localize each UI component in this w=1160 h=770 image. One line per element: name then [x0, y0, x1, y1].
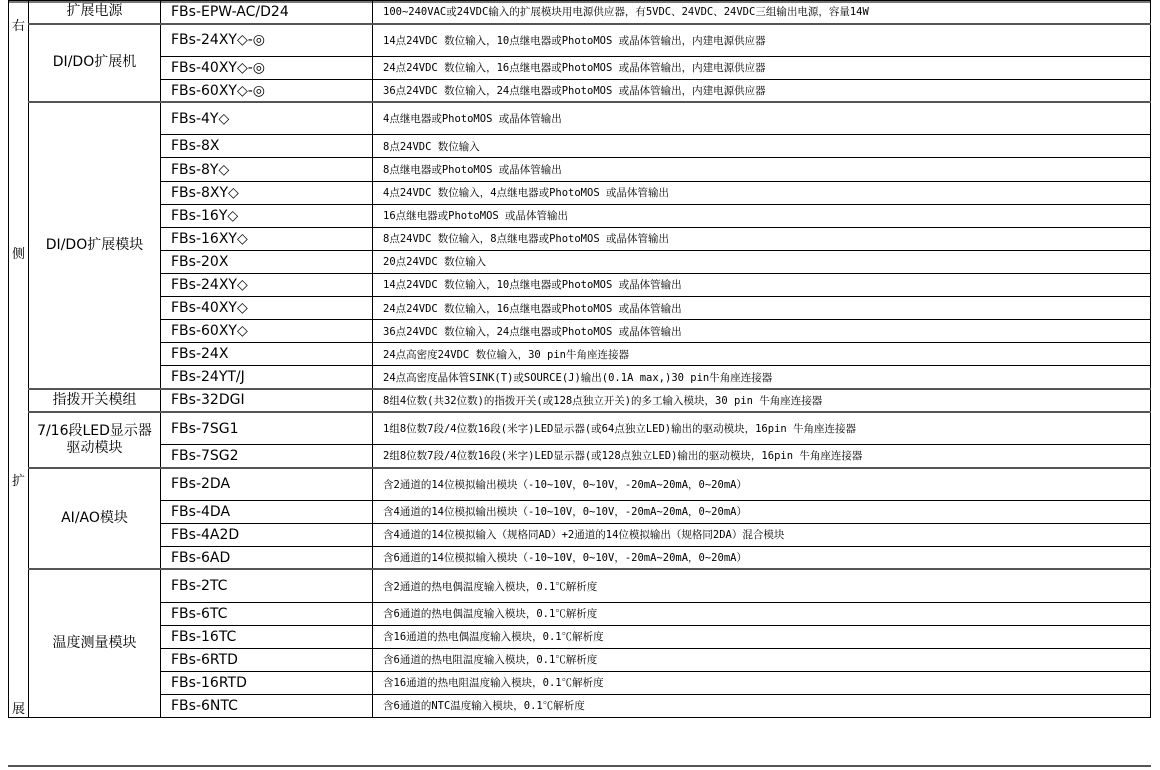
model-cell: FBs-2DA — [161, 468, 373, 501]
category-cell — [29, 24, 161, 103]
description-cell: 4点继电器或PhotoMOS 或晶体管输出 — [373, 102, 1151, 135]
table-row — [9, 523, 1151, 546]
description-cell: 24点24VDC 数位输入，16点继电器或PhotoMOS 或晶体管输出 — [373, 297, 1151, 320]
description-cell: 14点24VDC 数位输入，10点继电器或PhotoMOS 或晶体管输出 — [373, 273, 1151, 296]
description-cell: 含2通道的14位模拟输出模块（-10~10V，0~10V，-20mA~20mA，0~20mA） — [373, 468, 1151, 501]
description-cell: 含16通道的热电偶温度输入模块，0.1℃解析度 — [373, 625, 1151, 648]
model-cell: FBs-40XY◇-◎ — [161, 56, 373, 79]
description-cell: 含4通道的14位模拟输出模块（-10~10V，0~10V，-20mA~20mA，0~20mA） — [373, 500, 1151, 523]
model-cell: FBs-4A2D — [161, 523, 373, 546]
table-row — [9, 204, 1151, 227]
model-cell: FBs-16RTD — [161, 671, 373, 694]
description-cell: 2组8位数7段/4位数16段(米字)LED显示器(或128点独立LED)输出的驱动模块，16pin 牛角座连接器 — [373, 445, 1151, 468]
description-cell: 8点继电器或PhotoMOS 或晶体管输出 — [373, 158, 1151, 181]
table-row — [9, 181, 1151, 204]
description-cell: 含2通道的热电偶温度输入模块，0.1℃解析度 — [373, 569, 1151, 602]
description-cell: 含16通道的热电阻温度输入模块，0.1℃解析度 — [373, 671, 1151, 694]
table-row — [9, 343, 1151, 366]
model-cell: FBs-7SG2 — [161, 445, 373, 468]
model-cell: FBs-16XY◇ — [161, 227, 373, 250]
model-cell: FBs-60XY◇ — [161, 320, 373, 343]
description-cell: 24点高密度晶体管SINK(T)或SOURCE(J)输出(0.1A max,)30 pin牛角座连接器 — [373, 366, 1151, 389]
category-label: 指拨开关模组 — [52, 391, 137, 408]
table-row — [9, 320, 1151, 343]
model-cell: FBs-24YT/J — [161, 366, 373, 389]
table-row — [9, 273, 1151, 296]
model-cell: FBs-4Y◇ — [161, 102, 373, 135]
model-cell: FBs-24XY◇ — [161, 273, 373, 296]
model-cell: FBs-32DGI — [161, 389, 373, 412]
model-cell: FBs-6TC — [161, 602, 373, 625]
table-row — [9, 24, 1151, 57]
table-row — [9, 297, 1151, 320]
description-cell: 14点24VDC 数位输入，10点继电器或PhotoMOS 或晶体管输出，内建电源供应器 — [373, 24, 1151, 57]
table-row — [9, 445, 1151, 468]
table-row — [9, 468, 1151, 501]
table-row — [9, 569, 1151, 602]
category-label: 驱动模块 — [66, 439, 123, 456]
table-row — [9, 694, 1151, 717]
side-label-char: 侧 — [11, 246, 25, 262]
table-row — [9, 602, 1151, 625]
table-row — [9, 56, 1151, 79]
category-label: DI/DO扩展模块 — [45, 237, 144, 254]
description-cell: 含6通道的NTC温度输入模块，0.1℃解析度 — [373, 694, 1151, 717]
category-label: DI/DO扩展机 — [52, 54, 137, 71]
model-cell: FBs-6NTC — [161, 694, 373, 717]
model-cell: FBs-6RTD — [161, 648, 373, 671]
description-cell: 8点24VDC 数位输入 — [373, 135, 1151, 158]
description-cell: 4点24VDC 数位输入，4点继电器或PhotoMOS 或晶体管输出 — [373, 181, 1151, 204]
model-cell: FBs-16TC — [161, 625, 373, 648]
description-cell: 8点24VDC 数位输入，8点继电器或PhotoMOS 或晶体管输出 — [373, 227, 1151, 250]
description-cell: 8组4位数(共32位数)的指拨开关(或128点独立开关)的多工输入模块，30 pin 牛角座连接器 — [373, 389, 1151, 412]
side-label-char: 展 — [11, 701, 25, 717]
category-label: 温度测量模块 — [52, 635, 137, 652]
model-cell: FBs-60XY◇-◎ — [161, 79, 373, 102]
category-cell — [29, 389, 161, 412]
table-row — [9, 102, 1151, 135]
table-row — [9, 671, 1151, 694]
category-cell — [29, 468, 161, 570]
bottom-rule — [8, 765, 1151, 767]
table-row — [9, 389, 1151, 412]
model-cell: FBs-40XY◇ — [161, 297, 373, 320]
description-cell: 含6通道的14位模拟输入模块（-10~10V，0~10V，-20mA~20mA，0~20mA） — [373, 546, 1151, 569]
category-cell — [29, 1, 161, 24]
table-row — [9, 546, 1151, 569]
description-cell: 24点高密度24VDC 数位输入，30 pin牛角座连接器 — [373, 343, 1151, 366]
model-cell: FBs-7SG1 — [161, 412, 373, 445]
table-row — [9, 500, 1151, 523]
model-cell: FBs-2TC — [161, 569, 373, 602]
table-row — [9, 412, 1151, 445]
description-cell: 24点24VDC 数位输入，16点继电器或PhotoMOS 或晶体管输出，内建电源供应器 — [373, 56, 1151, 79]
expansion-spec-table — [8, 0, 1151, 718]
model-cell: FBs-6AD — [161, 546, 373, 569]
model-cell: FBs-16Y◇ — [161, 204, 373, 227]
side-label-char: 扩 — [11, 474, 25, 490]
description-cell: 100~240VAC或24VDC输入的扩展模块用电源供应器，有5VDC、24VDC、24VDC三组输出电源，容量14W — [373, 1, 1151, 24]
category-label: 扩展电源 — [66, 3, 123, 20]
model-cell: FBs-EPW-AC/D24 — [161, 1, 373, 24]
description-cell: 36点24VDC 数位输入，24点继电器或PhotoMOS 或晶体管输出，内建电源供应器 — [373, 79, 1151, 102]
description-cell: 36点24VDC 数位输入，24点继电器或PhotoMOS 或晶体管输出 — [373, 320, 1151, 343]
table-row — [9, 158, 1151, 181]
side-label-char: 右 — [11, 19, 25, 34]
description-cell: 含4通道的14位模拟输入（规格同AD）+2通道的14位模拟输出（规格同2DA）混合模块 — [373, 523, 1151, 546]
category-label: 7/16段LED显示器 — [37, 422, 152, 439]
table-row — [9, 227, 1151, 250]
description-cell: 含6通道的热电偶温度输入模块，0.1℃解析度 — [373, 602, 1151, 625]
model-cell: FBs-20X — [161, 250, 373, 273]
table-row — [9, 366, 1151, 389]
model-cell: FBs-4DA — [161, 500, 373, 523]
model-cell: FBs-8Y◇ — [161, 158, 373, 181]
category-cell — [29, 102, 161, 389]
side-label-cell — [9, 1, 29, 718]
description-cell: 含6通道的热电阻温度输入模块，0.1℃解析度 — [373, 648, 1151, 671]
description-cell: 16点继电器或PhotoMOS 或晶体管输出 — [373, 204, 1151, 227]
table-row — [9, 79, 1151, 102]
table-row — [9, 135, 1151, 158]
table-row — [9, 1, 1151, 24]
category-cell — [29, 412, 161, 468]
spec-table-container — [8, 0, 1151, 718]
table-row — [9, 648, 1151, 671]
table-row — [9, 250, 1151, 273]
description-cell: 1组8位数7段/4位数16段(米字)LED显示器(或64点独立LED)输出的驱动模块，16pin 牛角座连接器 — [373, 412, 1151, 445]
description-cell: 20点24VDC 数位输入 — [373, 250, 1151, 273]
category-label: AI/AO模块 — [61, 510, 128, 527]
model-cell: FBs-24X — [161, 343, 373, 366]
category-cell — [29, 569, 161, 717]
model-cell: FBs-24XY◇-◎ — [161, 24, 373, 57]
model-cell: FBs-8XY◇ — [161, 181, 373, 204]
model-cell: FBs-8X — [161, 135, 373, 158]
table-row — [9, 625, 1151, 648]
